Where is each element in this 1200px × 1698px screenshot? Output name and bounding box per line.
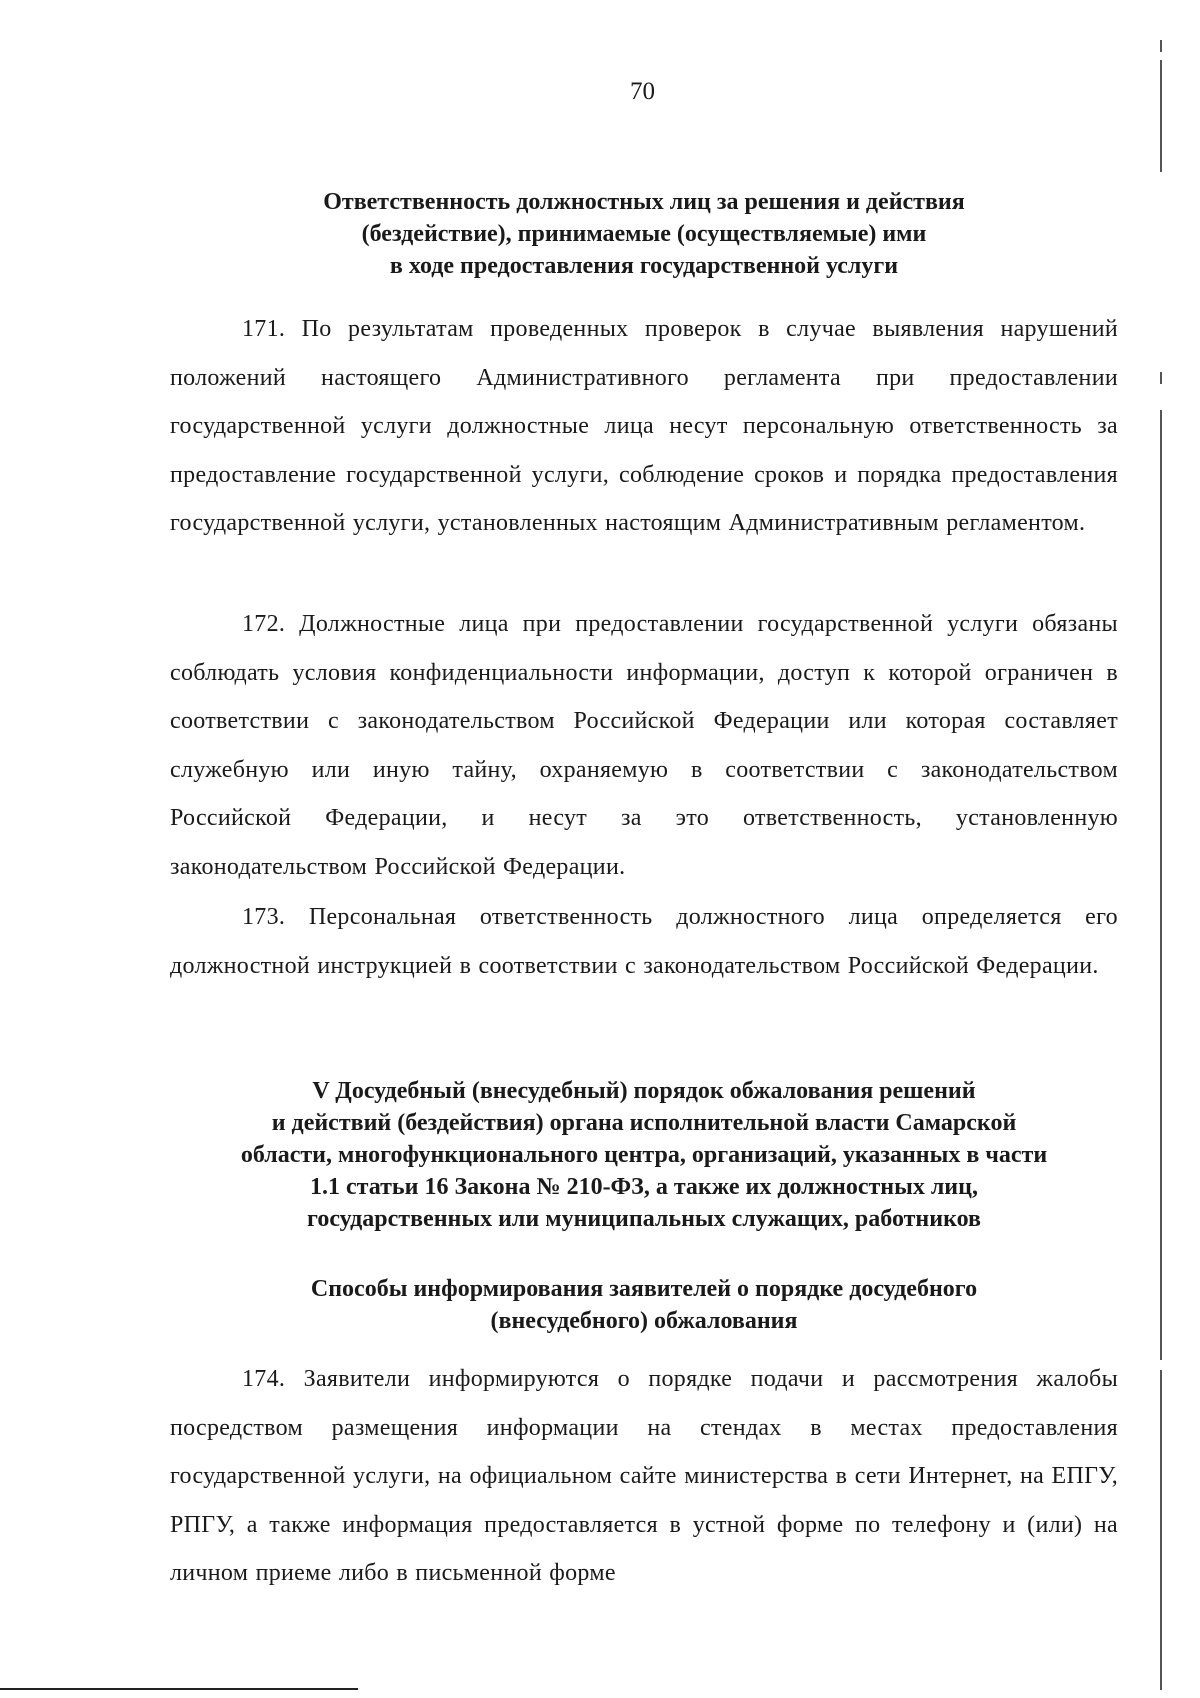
heading-line: V Досудебный (внесудебный) порядок обжалования решений xyxy=(312,1078,976,1104)
subheading-informing xyxy=(170,1273,1118,1337)
heading-line: области, многофункционального центра, организаций, указанных в части xyxy=(240,1142,1048,1168)
bottom-rule xyxy=(0,1688,358,1690)
scan-edge-mark xyxy=(1160,1370,1162,1690)
paragraph-171: 171. По результатам проведенных проверок в случае выявления нарушений положений настоящего Административного регламента при предоставлении государственной услуги должностные лица несут персональную ответственность за предоставление государственной услуги, соблюдение сроков и порядка предоставления государственной услуги, установленных настоящим Административным регламентом. xyxy=(170,316,1118,536)
heading-line: 1.1 статьи 16 Закона № 210-ФЗ, а также их должностных лиц, xyxy=(310,1174,978,1200)
scan-edge-mark xyxy=(1160,372,1162,384)
scan-edge-mark xyxy=(1160,40,1162,52)
paragraph-172: 172. Должностные лица при предоставлении государственной услуги обязаны соблюдать условия конфиденциальности информации, доступ к которой ограничен в соответствии с законодательством Российской Федерации или которая составляет служебную или иную тайну, охраняемую в соответствии с законодательством Российской Федерации, и несут за это ответственность, установленную законодательством Российской Федерации. xyxy=(170,611,1118,880)
heading-line: в ходе предоставления государственной услуги xyxy=(389,253,899,279)
heading-line: (внесудебного) обжалования xyxy=(490,1308,798,1334)
section-heading-v xyxy=(170,1075,1118,1235)
section-heading-responsibility xyxy=(170,186,1118,282)
heading-line: Ответственность должностных лиц за решения и действия xyxy=(323,189,965,215)
paragraph-173: 173. Персональная ответственность должностного лица определяется его должностной инструкцией в соответствии с законодательством Российской Федерации. xyxy=(170,904,1118,979)
page-number: 70 xyxy=(630,78,655,105)
paragraph-174: 174. Заявители информируются о порядке подачи и рассмотрения жалобы посредством размещения информации на стендах в местах предоставления государственной услуги, на официальном сайте министерства в сети Интернет, на ЕПГУ, РПГУ, а также информация предоставляется в устной форме по телефону и (или) на личном приеме либо в письменной форме xyxy=(170,1366,1118,1586)
heading-line: Способы информирования заявителей о порядке досудебного xyxy=(310,1276,978,1302)
scan-edge-mark xyxy=(1160,60,1162,172)
heading-line: (бездействие), принимаемые (осуществляемые) ими xyxy=(361,221,927,247)
heading-line: государственных или муниципальных служащих, работников xyxy=(307,1206,981,1232)
heading-line: и действий (бездействия) органа исполнительной власти Самарской xyxy=(271,1110,1017,1136)
scan-edge-mark xyxy=(1160,410,1162,1360)
